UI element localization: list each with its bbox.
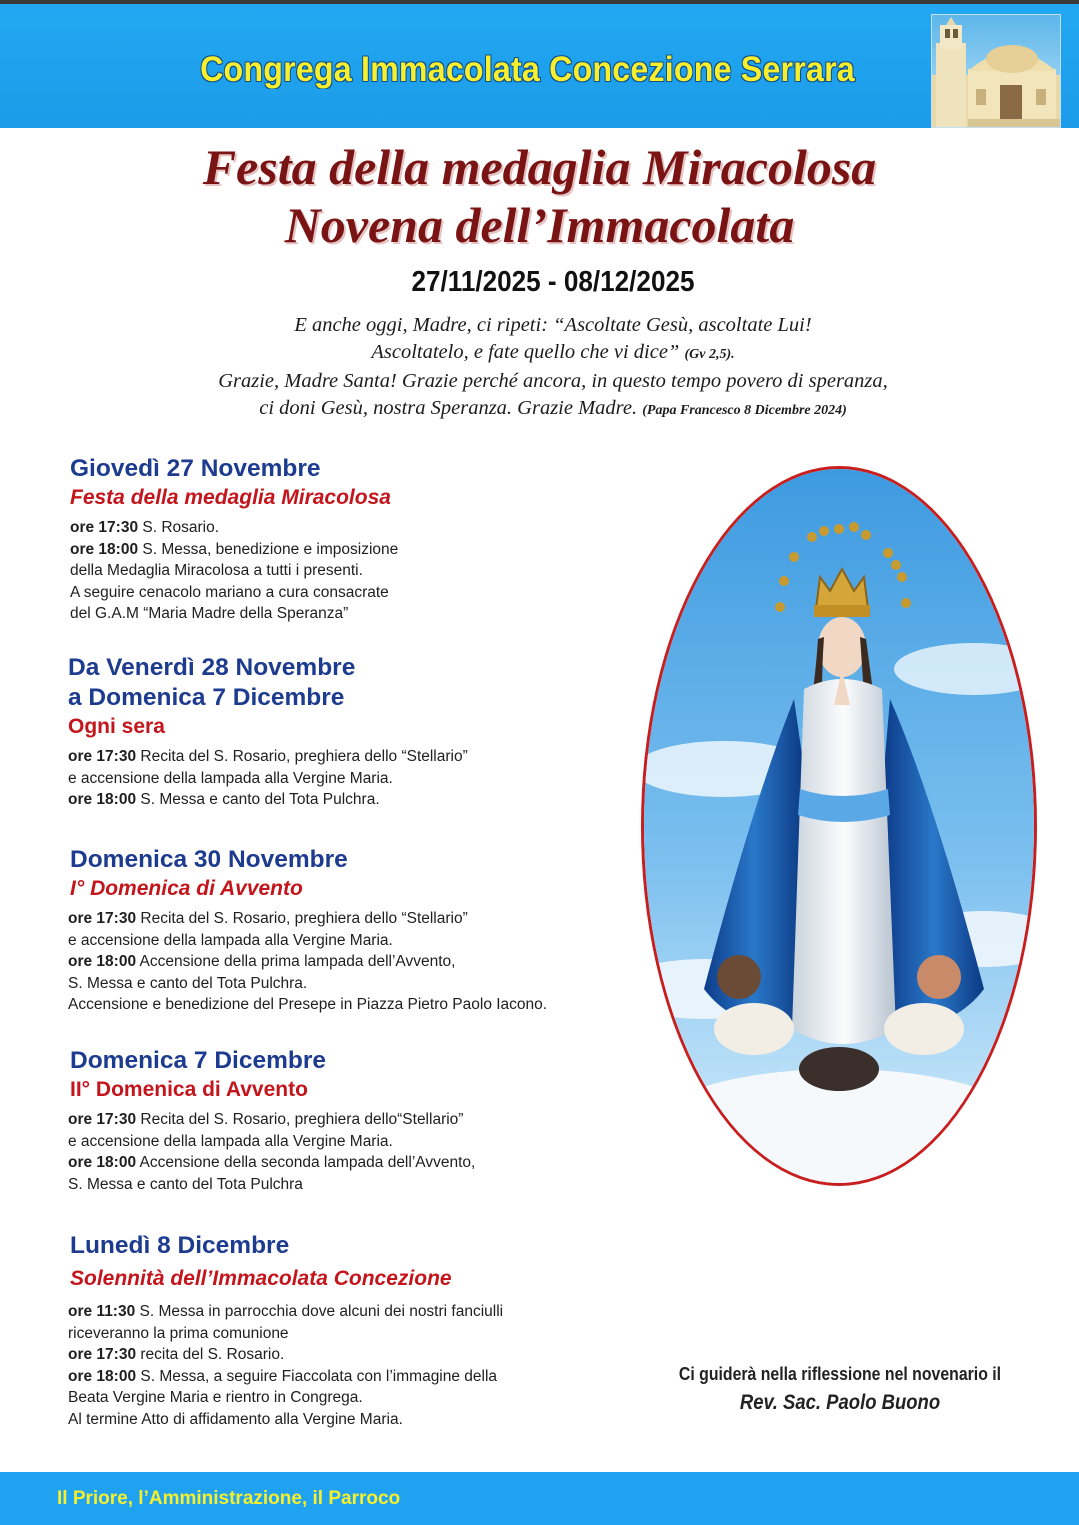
schedule-line: Beata Vergine Maria e rientro in Congrega. [68, 1389, 363, 1407]
section-subtitle: Solennità dell’Immacolata Concezione [70, 1267, 452, 1290]
schedule-line: riceveranno la prima comunione [68, 1324, 289, 1342]
schedule-line: ore 17:30 recita del S. Rosario. [68, 1346, 285, 1364]
schedule-line: A seguire cenacolo mariano a cura consacrate [70, 583, 389, 601]
header-banner [0, 4, 1079, 128]
schedule-line: e accensione della lampada alla Vergine Maria. [68, 769, 393, 787]
main-title [0, 138, 1079, 254]
quote-line-2-text: Ascoltatelo, e fate quello che vi dice” [371, 341, 680, 363]
section-subtitle: Festa della medaglia Miracolosa [70, 486, 391, 509]
schedule-section-4 [70, 1046, 475, 1195]
schedule-line: ore 18:00 Accensione della seconda lampada dell’Avvento, [68, 1154, 476, 1172]
schedule-line: S. Messa e canto del Tota Pulchra [68, 1175, 303, 1193]
schedule-line: ore 17:30 Recita del S. Rosario, preghiera dello “Stellario” [68, 748, 468, 765]
schedule-line: ore 11:30 S. Messa in parrocchia dove alcuni dei nostri fanciulli [68, 1303, 504, 1320]
section-lines [70, 517, 398, 625]
madonna-oval-image [641, 466, 1037, 1186]
section-title-line2: a Domenica 7 Dicembre [68, 684, 345, 711]
header-title: Congrega Immacolata Concezione Serrara [200, 50, 855, 89]
closing-note [640, 1364, 1040, 1415]
section-lines [68, 908, 547, 1016]
section-lines [68, 1301, 503, 1431]
schedule-section-3 [70, 845, 547, 1016]
main-title-line1: Festa della medaglia Miracolosa [202, 139, 877, 195]
quote-reference: (Gv 2,5). [684, 347, 735, 362]
quote-line-3: Grazie, Madre Santa! Grazie perché ancora, in questo tempo povero di speranza, [218, 370, 888, 392]
footer-text: Il Priore, l’Amministrazione, il Parroco [57, 1488, 401, 1509]
schedule-line: ore 17:30 S. Rosario. [70, 519, 220, 536]
section-lines [68, 746, 468, 811]
schedule-line: ore 18:00 S. Messa e canto del Tota Pulchra. [68, 791, 380, 809]
section-title: Lunedì 8 Dicembre [70, 1232, 290, 1259]
schedule-section-2 [68, 653, 468, 811]
schedule-line: S. Messa e canto del Tota Pulchra. [68, 974, 308, 992]
closing-priest-name: Rev. Sac. Paolo Buono [739, 1391, 941, 1414]
schedule-line: ore 18:00 S. Messa, a seguire Fiaccolata con l’immagine della [68, 1367, 498, 1385]
schedule-line: ore 17:30 Recita del S. Rosario, preghiera dello“Stellario” [68, 1111, 464, 1128]
section-title: Da Venerdì 28 Novembre [68, 654, 356, 681]
schedule-line: e accensione della lampada alla Vergine Maria. [68, 931, 393, 949]
pope-quote [0, 312, 1079, 424]
main-title-line2: Novena dell’Immacolata [284, 197, 795, 253]
section-title: Giovedì 27 Novembre [70, 455, 321, 482]
quote-line-1: E anche oggi, Madre, ci ripeti: “Ascoltate Gesù, ascoltate Lui! [294, 314, 812, 336]
closing-line1: Ci guiderà nella riflessione nel novenario il [678, 1364, 1002, 1384]
schedule-line: del G.A.M “Maria Madre della Speranza” [70, 605, 349, 623]
church-photo [931, 14, 1061, 128]
section-subtitle: Ogni sera [68, 715, 165, 738]
section-lines [68, 1109, 475, 1195]
quote-line-2 [0, 339, 1079, 368]
schedule-line: della Medaglia Miracolosa a tutti i presenti. [70, 562, 363, 580]
footer-banner [0, 1472, 1079, 1525]
schedule-line: Accensione e benedizione del Presepe in Piazza Pietro Paolo Iacono. [68, 996, 548, 1014]
quote-line-4-text: ci doni Gesù, nostra Speranza. Grazie Madre. [259, 397, 638, 419]
quote-line-4 [0, 395, 1079, 424]
schedule-line: e accensione della lampada alla Vergine Maria. [68, 1132, 393, 1150]
schedule-line: Al termine Atto di affidamento alla Vergine Maria. [68, 1410, 403, 1428]
schedule-line: ore 18:00 S. Messa, benedizione e imposizione [70, 540, 399, 558]
section-subtitle: I° Domenica di Avvento [70, 877, 303, 900]
section-title: Domenica 30 Novembre [70, 846, 348, 873]
quote-attribution: (Papa Francesco 8 Dicembre 2024) [642, 403, 847, 418]
schedule-line: ore 17:30 Recita del S. Rosario, preghiera dello “Stellario” [68, 910, 468, 927]
section-title: Domenica 7 Dicembre [70, 1047, 326, 1074]
schedule-section-5 [70, 1231, 503, 1431]
schedule-section-1 [70, 454, 398, 625]
date-range: 27/11/2025 - 08/12/2025 [411, 266, 695, 298]
schedule-line: ore 18:00 Accensione della prima lampada dell’Avvento, [68, 953, 456, 971]
section-subtitle: II° Domenica di Avvento [70, 1078, 308, 1101]
